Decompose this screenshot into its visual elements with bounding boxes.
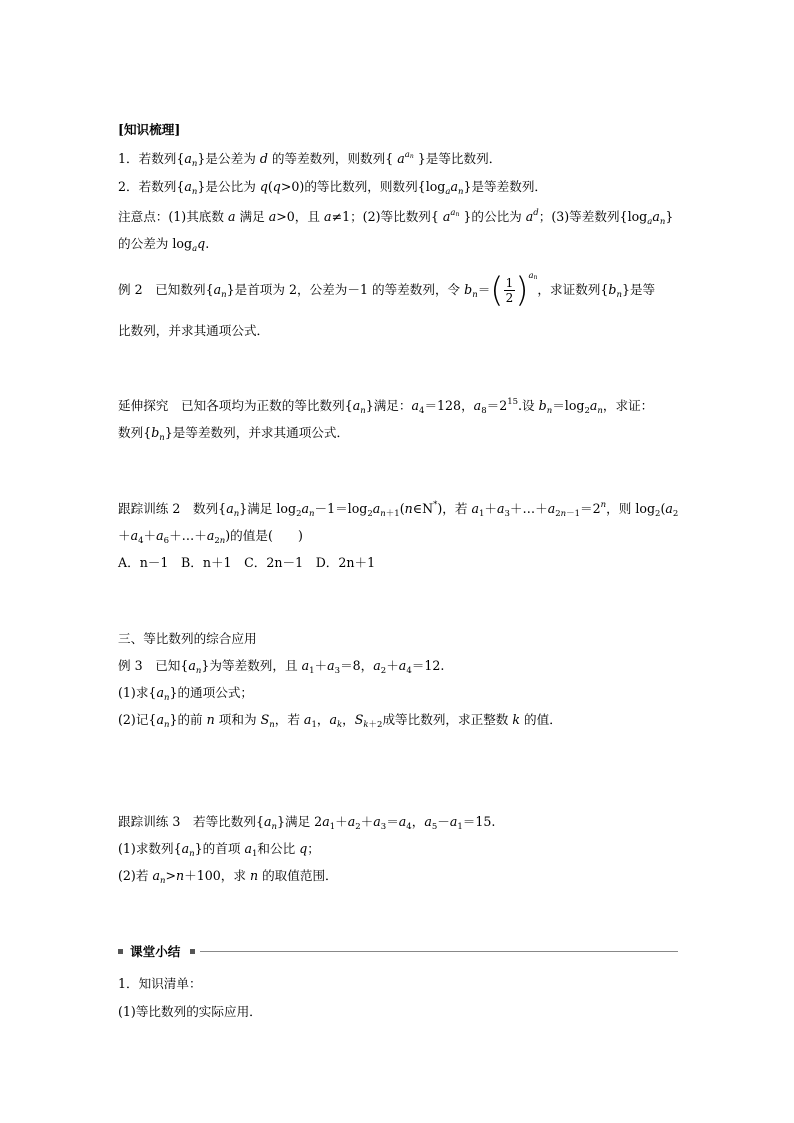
knowledge-heading: [知识梳理] [118, 122, 181, 137]
section-3-heading: 三、等比数列的综合应用 [118, 631, 257, 646]
practice-3-question-2: (2)若 $a_n>n+100$，求 n 的取值范围． [118, 868, 338, 886]
knowledge-note-continued: 的公差为 $\log_aq$. [118, 236, 210, 254]
bullet-square-icon [118, 949, 123, 954]
example-2: 例 2 已知数列$\{a_n\}$是首项为 2，公差为－1 的等差数列，令 $b_n=$( $\frac{1}{2}$ )$^{a_n}$，求证数列$\{b_n\}$是等 [118, 270, 656, 311]
practice-2-options: A．n－1 B．n＋1 C．2n－1 D．2n＋1 [118, 555, 376, 570]
example-3-question-2: (2)记$\{a_n\}$的前 n 项和为 $S_n$，若 $a_1$，$a_k$，$S_{k+2}$成等比数列，求正整数 k 的值． [118, 712, 562, 730]
knowledge-item-2: 2．若数列$\{a_n\}$是公比为 q(q>0)的等比数列，则数列$\{\log_aa_n\}$是等差数列． [118, 179, 548, 197]
bullet-square-icon [190, 949, 195, 954]
example-3-question-1: (1)求$\{a_n\}$的通项公式； [118, 685, 254, 703]
practice-3: 跟踪训练 3 若等比数列$\{a_n\}$满足 $2a_1+a_2+a_3=a_4$，$a_5-a_1=15$. [118, 814, 496, 832]
example-2-continued: 比数列，并求其通项公式． [118, 323, 270, 338]
example-3: 例 3 已知$\{a_n\}$为等差数列，且 $a_1+a_3=8$，$a_2+a_4=12$. [118, 658, 445, 676]
fraction-one-half: $\frac{1}{2}$ [505, 276, 514, 305]
class-summary-header [118, 943, 678, 961]
knowledge-item-1: 1．若数列$\{a_n\}$是公差为 d 的等差数列，则数列{ $a^{a_n}$ }是等比数列． [118, 150, 502, 169]
extension-problem-continued: 数列$\{b_n\}$是等差数列，并求其通项公式． [118, 425, 350, 443]
knowledge-note: 注意点：(1)其底数 a 满足 a>0，且 a≠1；(2)等比数列{ $a^{a_n}$ }的公比为 $a^d$；(3)等差数列$\{\log_aa_n\}$ [118, 208, 674, 227]
practice-2-continued: $+a_4+a_6+\dots+a_{2n}$)的值是( ) [118, 528, 303, 546]
summary-item-2: (1)等比数列的实际应用． [118, 1004, 262, 1019]
divider-line [200, 951, 678, 952]
extension-problem: 延伸探究 已知各项均为正数的等比数列$\{a_n\}$满足：$a_4=128$，$a_8=2^{15}$.设 $b_n=\log_2a_n$，求证： [118, 397, 654, 416]
summary-item-1: 1．知识清单： [118, 976, 202, 991]
practice-2: 跟踪训练 2 数列$\{a_n\}$满足 $\log_2a_n-1=\log_2a_{n+1}(n\in N^*)$，若 $a_1+a_3+\dots+a_{2n-1}=2^n$，则 $\log_2(a_2$ [118, 500, 679, 519]
practice-3-question-1: (1)求数列$\{a_n\}$的首项 $a_1$和公比 q； [118, 841, 320, 859]
class-summary-title: 课堂小结 [130, 944, 181, 959]
